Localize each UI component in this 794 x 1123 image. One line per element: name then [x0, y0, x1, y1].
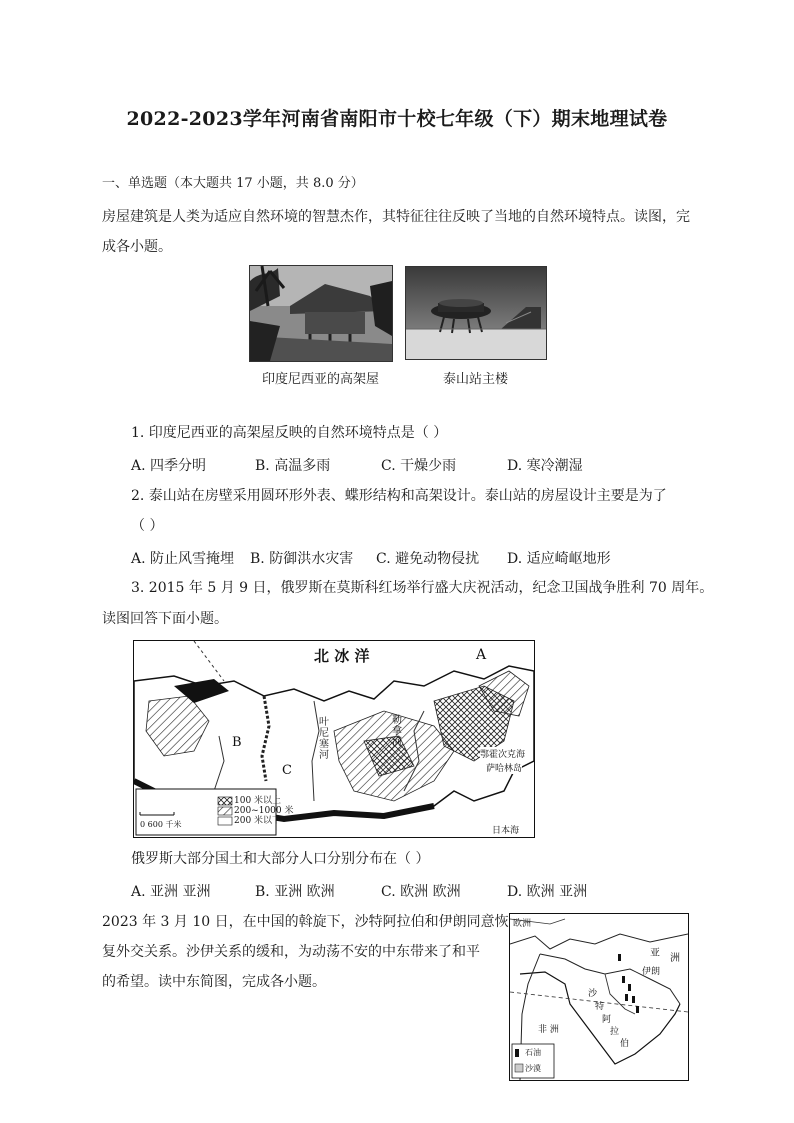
map-point-a: A: [476, 647, 487, 663]
indonesia-stilt-house-photo: [249, 265, 393, 362]
mideast-line-3: 的希望。读中东简图，完成各小题。: [102, 974, 326, 990]
map-label-japan-sea: 日本海: [492, 823, 519, 836]
q2-stem-line-2: （ ）: [131, 518, 164, 534]
legend-item-2: 200~1000 米: [234, 806, 294, 816]
q3-line-1: 3. 2015 年 5 月 9 日，俄罗斯在莫斯科红场举行盛大庆祝活动，纪念卫国战争胜利 70 周年。: [131, 580, 714, 596]
q-russia-option-c[interactable]: C. 欧洲 欧洲: [381, 884, 461, 900]
q2-stem-line-1: 2. 泰山站在房壁采用圆环形外表、蝶形结构和高架设计。泰山站的房屋设计主要是为了: [131, 488, 667, 504]
mideast-label-africa: 非 洲: [538, 1025, 559, 1035]
legend-item-3: 200 米以下: [234, 816, 282, 826]
mideast-label-saudi-5: 伯: [620, 1039, 630, 1049]
map-river-yenisei: 叶尼塞河: [319, 717, 329, 761]
section-heading: 一、单选题（本大题共 17 小题，共 8.0 分）: [102, 176, 364, 191]
legend-item-1: 100 米以上: [234, 796, 282, 806]
q-russia-stem: 俄罗斯大部分国土和大部分人口分别分布在（ ）: [131, 851, 430, 867]
map-label-sakhalin: 萨哈林岛: [486, 761, 522, 774]
mideast-label-saudi-2: 特: [595, 1002, 605, 1012]
q1-option-a[interactable]: A. 四季分明: [131, 458, 207, 474]
middle-east-map: [509, 913, 689, 1081]
mideast-label-asia-2: 洲: [670, 953, 680, 964]
intro-line-2: 成各小题。: [102, 239, 172, 255]
photo-caption-left: 印度尼西亚的高架屋: [262, 372, 380, 387]
page-title: 2022-2023学年河南省南阳市十校七年级（下）期末地理试卷: [126, 108, 668, 130]
intro-line-1: 房屋建筑是人类为适应自然环境的智慧杰作，其特征往往反映了当地的自然环境特点。读图，完: [102, 209, 690, 225]
map-point-b: B: [232, 735, 242, 750]
map-river-lena: 勒拿河: [392, 715, 402, 748]
q-russia-option-a[interactable]: A. 亚洲 亚洲: [131, 884, 211, 900]
q2-option-a[interactable]: A. 防止风雪掩埋: [131, 551, 235, 567]
mideast-label-saudi-3: 阿: [602, 1015, 612, 1025]
taishan-station-photo: [405, 266, 547, 360]
q1-option-c[interactable]: C. 干燥少雨: [381, 458, 457, 474]
map-ocean-label: 北 冰 洋: [314, 647, 370, 665]
mideast-label-asia: 亚: [650, 948, 660, 959]
mideast-label-saudi-4: 拉: [610, 1027, 620, 1037]
mideast-line-2: 复外交关系。沙伊关系的缓和，为动荡不安的中东带来了和平: [102, 944, 480, 960]
map-scale: 0 600 千米: [140, 820, 182, 829]
q1-stem: 1. 印度尼西亚的高架屋反映的自然环境特点是（ ）: [131, 425, 448, 441]
map-label-okhotsk: 鄂霍次克海: [480, 747, 525, 760]
mideast-label-europe: 欧洲: [513, 919, 532, 929]
mideast-label-iran: 伊朗: [642, 967, 661, 977]
mideast-line-1: 2023 年 3 月 10 日，在中国的斡旋下，沙特阿拉伯和伊朗同意恢: [102, 914, 509, 930]
map-point-c: C: [282, 763, 292, 778]
q-russia-option-b[interactable]: B. 亚洲 欧洲: [255, 884, 335, 900]
q-russia-option-d[interactable]: D. 欧洲 亚洲: [507, 884, 588, 900]
russia-map: [133, 640, 535, 838]
q3-line-2: 读图回答下面小题。: [102, 611, 228, 627]
mideast-legend-oil: 石油: [525, 1048, 541, 1057]
q1-option-d[interactable]: D. 寒冷潮湿: [507, 458, 583, 474]
q2-option-d[interactable]: D. 适应崎岖地形: [507, 551, 611, 567]
mideast-legend-desert: 沙漠: [525, 1064, 541, 1073]
mideast-label-saudi-1: 沙: [588, 989, 598, 999]
q2-option-c[interactable]: C. 避免动物侵扰: [376, 551, 480, 567]
photo-caption-right: 泰山站主楼: [443, 372, 509, 387]
q2-option-b[interactable]: B. 防御洪水灾害: [250, 551, 354, 567]
q1-option-b[interactable]: B. 高温多雨: [255, 458, 331, 474]
